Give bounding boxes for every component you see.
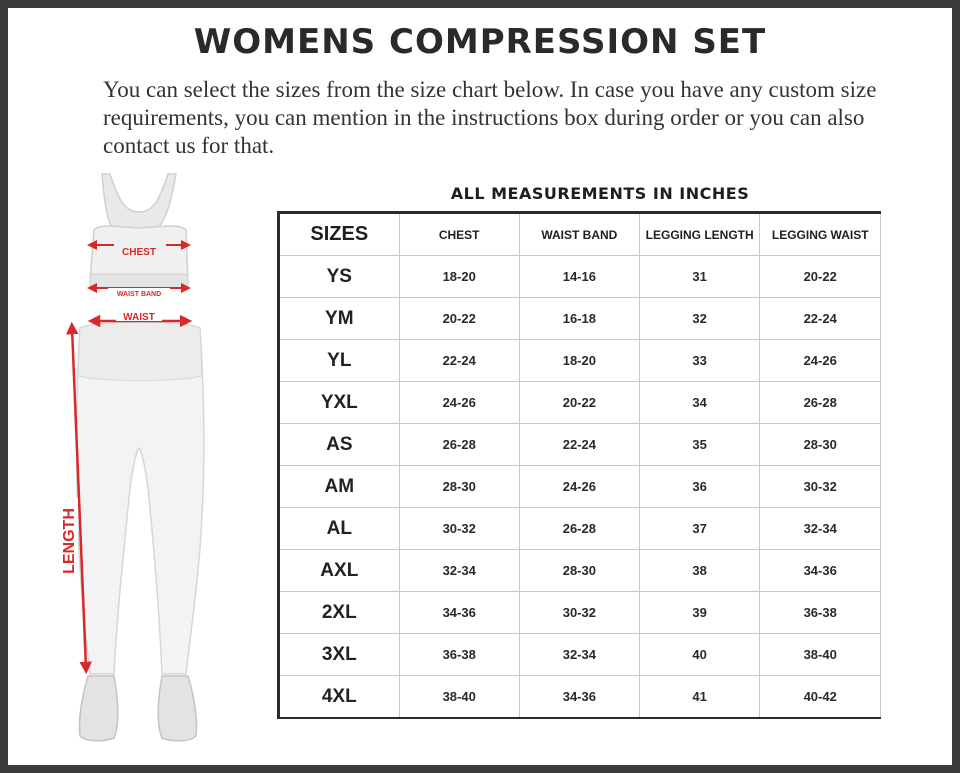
- legging-waist-cell: 30-32: [760, 466, 881, 508]
- table-row: [279, 508, 881, 550]
- legging-length-cell: 41: [639, 676, 760, 719]
- table-row: [279, 466, 881, 508]
- size-cell: AS: [279, 424, 400, 466]
- header-waist-band: WAIST BAND: [519, 213, 639, 256]
- page-title: WOMENS COMPRESSION SET: [193, 22, 767, 62]
- waist-band-cell: 30-32: [519, 592, 639, 634]
- waist-band-cell: 24-26: [519, 466, 639, 508]
- table-row: [279, 634, 881, 676]
- chest-label: CHEST: [122, 247, 156, 258]
- length-label: LENGTH: [61, 508, 78, 574]
- legging-length-cell: 31: [639, 256, 760, 298]
- table-body: [279, 256, 881, 719]
- legging-waist-cell: 20-22: [760, 256, 881, 298]
- waist-band-cell: 26-28: [519, 508, 639, 550]
- leggings-illustration: [77, 322, 204, 674]
- size-cell: AL: [279, 508, 400, 550]
- legging-length-cell: 36: [639, 466, 760, 508]
- legging-waist-cell: 40-42: [760, 676, 881, 719]
- size-chart-table: [277, 211, 881, 719]
- legging-length-cell: 40: [639, 634, 760, 676]
- chest-cell: 34-36: [399, 592, 519, 634]
- legging-waist-cell: 38-40: [760, 634, 881, 676]
- size-cell: YXL: [279, 382, 400, 424]
- size-cell: YL: [279, 340, 400, 382]
- legging-waist-cell: 22-24: [760, 298, 881, 340]
- chest-cell: 32-34: [399, 550, 519, 592]
- size-cell: AXL: [279, 550, 400, 592]
- header-sizes: SIZES: [279, 213, 400, 256]
- chest-cell: 38-40: [399, 676, 519, 719]
- legging-length-cell: 33: [639, 340, 760, 382]
- waist-band-cell: 32-34: [519, 634, 639, 676]
- legging-waist-cell: 26-28: [760, 382, 881, 424]
- table-row: [279, 256, 881, 298]
- legging-waist-cell: 32-34: [760, 508, 881, 550]
- chest-cell: 22-24: [399, 340, 519, 382]
- chest-cell: 24-26: [399, 382, 519, 424]
- legging-waist-cell: 36-38: [760, 592, 881, 634]
- chest-cell: 26-28: [399, 424, 519, 466]
- garment-figure: [40, 168, 270, 748]
- measurements-note: ALL MEASUREMENTS IN INCHES: [450, 184, 750, 203]
- size-cell: 4XL: [279, 676, 400, 719]
- waist-band-cell: 28-30: [519, 550, 639, 592]
- waist-band-label: WAIST BAND: [116, 291, 162, 298]
- header-chest: CHEST: [399, 213, 519, 256]
- legging-length-cell: 32: [639, 298, 760, 340]
- size-cell: AM: [279, 466, 400, 508]
- table-row: [279, 550, 881, 592]
- chest-cell: 20-22: [399, 298, 519, 340]
- intro-text: You can select the sizes from the size chart below. In case you have any custom size requirements, you can mention in the instructions box during order or you can also contact us for that.: [103, 77, 877, 158]
- header-legging-length: LEGGING LENGTH: [639, 213, 760, 256]
- size-cell: 2XL: [279, 592, 400, 634]
- table-row: [279, 382, 881, 424]
- waist-band-cell: 20-22: [519, 382, 639, 424]
- shoes-illustration: [79, 676, 196, 741]
- legging-length-cell: 37: [639, 508, 760, 550]
- waist-band-cell: 34-36: [519, 676, 639, 719]
- legging-length-cell: 35: [639, 424, 760, 466]
- legging-waist-cell: 24-26: [760, 340, 881, 382]
- chest-cell: 30-32: [399, 508, 519, 550]
- chest-cell: 28-30: [399, 466, 519, 508]
- chest-cell: 36-38: [399, 634, 519, 676]
- chest-cell: 18-20: [399, 256, 519, 298]
- waist-label: WAIST: [123, 312, 155, 323]
- size-cell: YM: [279, 298, 400, 340]
- table-row: [279, 298, 881, 340]
- table-row: [279, 424, 881, 466]
- legging-length-cell: 38: [639, 550, 760, 592]
- table-row: [279, 592, 881, 634]
- table-row: [279, 676, 881, 719]
- legging-waist-cell: 28-30: [760, 424, 881, 466]
- waist-band-cell: 16-18: [519, 298, 639, 340]
- legging-waist-cell: 34-36: [760, 550, 881, 592]
- header-legging-waist: LEGGING WAIST: [760, 213, 881, 256]
- size-cell: 3XL: [279, 634, 400, 676]
- waist-band-cell: 22-24: [519, 424, 639, 466]
- waist-band-cell: 14-16: [519, 256, 639, 298]
- legging-length-cell: 34: [639, 382, 760, 424]
- table-header-row: [279, 213, 881, 256]
- size-cell: YS: [279, 256, 400, 298]
- legging-length-cell: 39: [639, 592, 760, 634]
- table-row: [279, 340, 881, 382]
- sports-bra-illustration: [90, 174, 188, 288]
- waist-band-cell: 18-20: [519, 340, 639, 382]
